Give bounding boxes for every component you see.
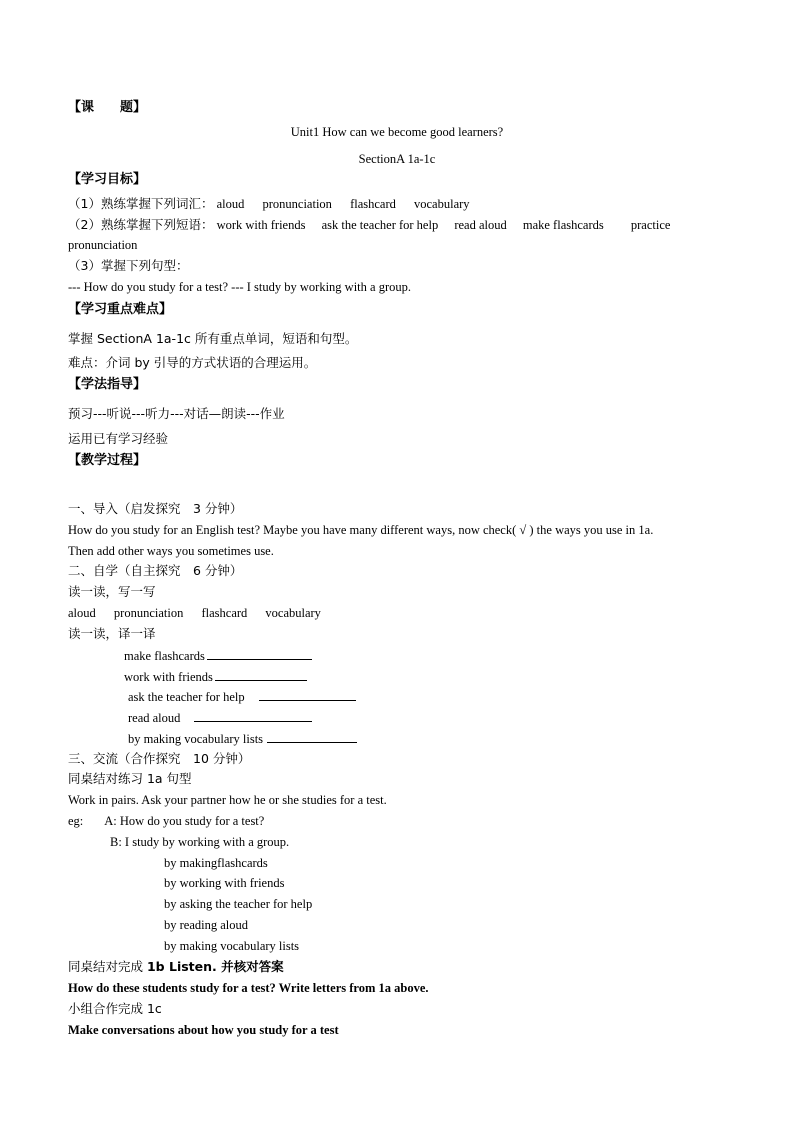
step2-sub1: 读一读，写一写 xyxy=(68,584,156,599)
vocab-word: vocabulary xyxy=(414,197,470,211)
task-1b-prefix: 同桌结对完成 xyxy=(68,959,147,974)
translate-blank[interactable] xyxy=(215,668,307,681)
translate-item-text: ask the teacher for help xyxy=(128,690,245,704)
step2-word: vocabulary xyxy=(265,606,321,620)
step2-word: flashcard xyxy=(201,606,248,620)
translate-item xyxy=(128,730,357,747)
task-1b-line xyxy=(68,959,284,975)
objective-phrase-continuation: pronunciation xyxy=(68,238,138,252)
phrase-item: read aloud xyxy=(454,218,507,232)
method-heading: 【学法指导】 xyxy=(68,377,147,392)
eg-label: eg: xyxy=(68,814,84,828)
step2-title: 二、自学（自主探究 6 分钟） xyxy=(68,563,243,578)
step3-sub1: 同桌结对练习 1a 句型 xyxy=(68,771,192,786)
example-dialog-a xyxy=(68,813,264,829)
key-points-line1: 掌握 SectionA 1a-1c 所有重点单词，短语和句型。 xyxy=(68,331,358,346)
process-heading: 【教学过程】 xyxy=(68,453,147,468)
alternative-phrase: by working with friends xyxy=(164,876,285,890)
objective-phrase-prefix: （2）熟练掌握下列短语： xyxy=(68,217,214,232)
step2-sub2: 读一读，译一译 xyxy=(68,626,156,641)
phrase-item: practice xyxy=(630,218,671,232)
objective-pattern-sentence: --- How do you study for a test? --- I study by working with a group. xyxy=(68,280,411,294)
key-points-line2: 难点：介词 by 引导的方式状语的合理运用。 xyxy=(68,355,317,370)
translate-blank[interactable] xyxy=(259,688,356,701)
translate-blank[interactable] xyxy=(207,647,312,660)
task-1c-title: 小组合作完成 1c xyxy=(68,1001,162,1016)
phrase-item: ask the teacher for help xyxy=(321,218,439,232)
lesson-subtitle: SectionA 1a-1c xyxy=(358,152,436,166)
objective-vocab-prefix: （1）熟练掌握下列词汇： xyxy=(68,196,214,211)
translate-blank[interactable] xyxy=(194,709,312,722)
step1-text2: Then add other ways you sometimes use. xyxy=(68,544,274,558)
alternative-phrase: by reading aloud xyxy=(164,918,249,932)
lesson-title: Unit1 How can we become good learners? xyxy=(290,125,504,139)
translate-item xyxy=(124,647,312,664)
translate-item xyxy=(124,668,307,685)
step1-title: 一、导入（启发探究 3 分钟） xyxy=(68,501,243,516)
vocab-word: flashcard xyxy=(350,197,396,211)
translate-item-text: make flashcards xyxy=(124,649,205,663)
step2-word: aloud xyxy=(68,606,96,620)
translate-item-text: work with friends xyxy=(124,670,213,684)
vocab-word: aloud xyxy=(216,197,245,211)
alternative-phrase: by makingflashcards xyxy=(164,856,268,870)
translate-item xyxy=(128,709,312,726)
dialog-a-text: A: How do you study for a test? xyxy=(104,814,265,828)
translate-blank[interactable] xyxy=(267,730,357,743)
phrase-item: make flashcards xyxy=(522,218,604,232)
step3-title: 三、交流（合作探究 10 分钟） xyxy=(68,751,251,766)
method-line1: 预习---听说---听力---对话—朗读---作业 xyxy=(68,406,285,421)
phrase-item: work with friends xyxy=(216,218,306,232)
task-1b-bold: 1b Listen. 并核对答案 xyxy=(146,959,284,974)
alternative-phrase: by making vocabulary lists xyxy=(164,939,300,953)
step2-word: pronunciation xyxy=(113,606,184,620)
translate-item xyxy=(128,688,356,705)
key-points-heading: 【学习重点难点】 xyxy=(68,302,173,317)
alternative-phrase: by asking the teacher for help xyxy=(164,897,313,911)
objective-vocab-line xyxy=(68,196,470,212)
step1-text1: How do you study for an English test? Maybe you have many different ways, now check( √ ) the ways you use in 1a. xyxy=(68,523,654,537)
step3-instruction: Work in pairs. Ask your partner how he or she studies for a test. xyxy=(68,793,387,807)
objective-pattern-prefix: （3）掌握下列句型： xyxy=(68,258,189,273)
translate-item-text: read aloud xyxy=(128,711,181,725)
vocab-word: pronunciation xyxy=(262,197,332,211)
topic-label: 【课 题】 xyxy=(68,100,147,115)
task-1c-instruction: Make conversations about how you study for a test xyxy=(68,1023,339,1037)
task-1b-instruction: How do these students study for a test? Write letters from 1a above. xyxy=(68,981,429,995)
example-dialog-b: B: I study by working with a group. xyxy=(110,835,290,849)
translate-item-text: by making vocabulary lists xyxy=(128,732,264,746)
objectives-heading: 【学习目标】 xyxy=(68,172,147,187)
objective-phrase-line xyxy=(68,217,670,233)
step2-words-line xyxy=(68,605,321,621)
method-line2: 运用已有学习经验 xyxy=(68,431,169,446)
